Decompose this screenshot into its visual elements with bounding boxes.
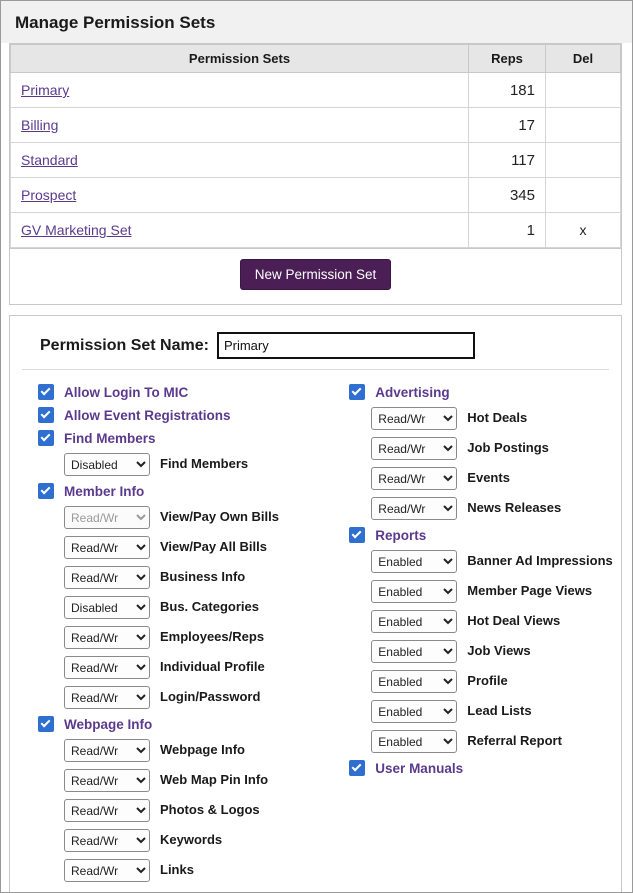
permission-row-web-map-pin-info	[38, 769, 335, 792]
permission-toggle-webpage-info[interactable]	[38, 716, 335, 732]
permission-row-lead-lists	[349, 700, 621, 723]
permission-label: Allow Event Registrations	[64, 407, 231, 423]
table-cell-reps: 181	[469, 73, 546, 108]
permission-select-web-map-pin-info[interactable]	[64, 769, 150, 792]
permission-label: Keywords	[160, 832, 223, 848]
table-row	[11, 143, 621, 178]
permission-set-link[interactable]: Billing	[21, 117, 59, 133]
permission-row-find-members	[38, 453, 335, 476]
permission-set-name-row	[22, 328, 609, 370]
table-row	[11, 213, 621, 248]
permission-row-webpage-info	[38, 739, 335, 762]
permission-label: Member Info	[64, 483, 145, 499]
permission-row-business-info	[38, 566, 335, 589]
permission-label: News Releases	[467, 500, 562, 516]
permission-select-job-views[interactable]	[371, 640, 457, 663]
table-cell-delete[interactable]	[546, 143, 621, 178]
permission-select-employees-reps[interactable]	[64, 626, 150, 649]
col-header-del: Del	[546, 45, 621, 73]
permission-row-bus-categories	[38, 596, 335, 619]
permission-row-login-password	[38, 686, 335, 709]
permission-label: View/Pay All Bills	[160, 539, 267, 555]
permission-select-individual-profile[interactable]	[64, 656, 150, 679]
permissions-column-left	[10, 384, 335, 889]
page-title: Manage Permission Sets	[1, 1, 632, 43]
permission-label: Advertising	[375, 384, 450, 400]
table-cell-name	[11, 73, 469, 108]
table-row	[11, 108, 621, 143]
permission-row-profile	[349, 670, 621, 693]
permission-select-referral-report[interactable]	[371, 730, 457, 753]
permission-select-login-password[interactable]	[64, 686, 150, 709]
checkbox-advertising[interactable]	[349, 384, 365, 400]
table-cell-name	[11, 108, 469, 143]
permission-label: Links	[160, 862, 194, 878]
permission-label: Webpage Info	[160, 742, 245, 758]
table-header-row	[11, 45, 621, 73]
permission-label: Events	[467, 470, 510, 486]
permission-sets-table-body	[11, 73, 621, 248]
permission-select-business-info[interactable]	[64, 566, 150, 589]
permission-label: Webpage Info	[64, 716, 153, 732]
permission-label: Hot Deal Views	[467, 613, 561, 629]
permission-label: Reports	[375, 527, 427, 543]
permission-label: Allow Login To MIC	[64, 384, 189, 400]
checkbox-find-members[interactable]	[38, 430, 54, 446]
table-cell-delete[interactable]: x	[546, 213, 621, 248]
permission-toggle-find-members[interactable]	[38, 430, 335, 446]
permission-row-view-pay-all-bills	[38, 536, 335, 559]
permission-label: Photos & Logos	[160, 802, 260, 818]
checkbox-webpage-info[interactable]	[38, 716, 54, 732]
table-cell-reps: 17	[469, 108, 546, 143]
permission-set-name-label: Permission Set Name:	[40, 336, 209, 354]
table-row	[11, 73, 621, 108]
permission-sets-table-wrap	[9, 43, 622, 249]
permission-label: View/Pay Own Bills	[160, 509, 279, 525]
permission-set-link[interactable]: Prospect	[21, 187, 77, 203]
permission-label: Find Members	[160, 456, 249, 472]
permission-toggle-reports[interactable]	[349, 527, 621, 543]
permission-select-links[interactable]	[64, 859, 150, 882]
permissions-columns	[10, 378, 621, 889]
permission-select-photos-logos[interactable]	[64, 799, 150, 822]
checkbox-user-manuals[interactable]	[349, 760, 365, 776]
permission-label: Job Views	[467, 643, 531, 659]
permission-label: Business Info	[160, 569, 246, 585]
checkbox-allow-login-to-mic[interactable]	[38, 384, 54, 400]
checkbox-reports[interactable]	[349, 527, 365, 543]
permission-select-profile[interactable]	[371, 670, 457, 693]
permission-label: Referral Report	[467, 733, 562, 749]
permission-select-view-pay-all-bills[interactable]	[64, 536, 150, 559]
permission-set-name-input[interactable]	[217, 332, 475, 359]
permission-toggle-member-info[interactable]	[38, 483, 335, 499]
permission-row-job-views	[349, 640, 621, 663]
permission-label: Member Page Views	[467, 583, 593, 599]
permission-select-job-postings[interactable]	[371, 437, 457, 460]
col-header-permission-sets: Permission Sets	[11, 45, 469, 73]
permission-label: User Manuals	[375, 760, 464, 776]
permission-label: Find Members	[64, 430, 156, 446]
permission-select-lead-lists[interactable]	[371, 700, 457, 723]
permission-select-bus-categories[interactable]	[64, 596, 150, 619]
permission-select-member-page-views[interactable]	[371, 580, 457, 603]
permission-row-individual-profile	[38, 656, 335, 679]
permission-row-links	[38, 859, 335, 882]
table-row	[11, 178, 621, 213]
permission-set-link[interactable]: Primary	[21, 82, 70, 98]
new-permission-set-row	[9, 249, 622, 305]
col-header-reps: Reps	[469, 45, 546, 73]
table-cell-reps: 117	[469, 143, 546, 178]
permission-select-view-pay-own-bills[interactable]	[64, 506, 150, 529]
table-cell-name	[11, 143, 469, 178]
permission-row-view-pay-own-bills	[38, 506, 335, 529]
permission-toggle-advertising[interactable]	[349, 384, 621, 400]
permission-toggle-user-manuals[interactable]	[349, 760, 621, 776]
table-cell-name	[11, 178, 469, 213]
permission-select-news-releases[interactable]	[371, 497, 457, 520]
permission-select-hot-deal-views[interactable]	[371, 610, 457, 633]
permission-row-employees-reps	[38, 626, 335, 649]
permissions-column-right	[335, 384, 621, 889]
table-cell-reps: 345	[469, 178, 546, 213]
permission-select-hot-deals[interactable]	[371, 407, 457, 430]
permission-set-link[interactable]: GV Marketing Set	[21, 222, 132, 238]
permission-row-keywords	[38, 829, 335, 852]
permission-label: Employees/Reps	[160, 629, 265, 645]
table-cell-reps: 1	[469, 213, 546, 248]
table-cell-delete[interactable]	[546, 108, 621, 143]
permission-row-events	[349, 467, 621, 490]
permission-row-referral-report	[349, 730, 621, 753]
permission-row-job-postings	[349, 437, 621, 460]
permission-label: Banner Ad Impressions	[467, 553, 613, 569]
checkbox-allow-event-registrations[interactable]	[38, 407, 54, 423]
permission-set-form	[9, 315, 622, 893]
table-cell-name	[11, 213, 469, 248]
permission-toggle-allow-login-to-mic[interactable]	[38, 384, 335, 400]
permission-label: Individual Profile	[160, 659, 265, 675]
checkbox-member-info[interactable]	[38, 483, 54, 499]
permission-label: Bus. Categories	[160, 599, 259, 615]
permission-label: Profile	[467, 673, 508, 689]
permission-label: Lead Lists	[467, 703, 532, 719]
permission-row-hot-deals	[349, 407, 621, 430]
permission-label: Web Map Pin Info	[160, 772, 269, 788]
permission-label: Hot Deals	[467, 410, 528, 426]
permission-row-news-releases	[349, 497, 621, 520]
permission-label: Job Postings	[467, 440, 549, 456]
permission-select-events[interactable]	[371, 467, 457, 490]
permission-row-photos-logos	[38, 799, 335, 822]
permission-sets-table	[10, 44, 621, 248]
permission-row-member-page-views	[349, 580, 621, 603]
permission-select-webpage-info[interactable]	[64, 739, 150, 762]
new-permission-set-button[interactable]: New Permission Set	[240, 259, 392, 290]
permission-select-banner-ad-impressions[interactable]	[371, 550, 457, 573]
table-cell-delete[interactable]	[546, 73, 621, 108]
permission-set-link[interactable]: Standard	[21, 152, 78, 168]
permission-row-banner-ad-impressions	[349, 550, 621, 573]
table-cell-delete[interactable]	[546, 178, 621, 213]
permission-toggle-allow-event-registrations[interactable]	[38, 407, 335, 423]
permission-select-find-members[interactable]	[64, 453, 150, 476]
permission-label: Login/Password	[160, 689, 261, 705]
permission-row-hot-deal-views	[349, 610, 621, 633]
permission-select-keywords[interactable]	[64, 829, 150, 852]
